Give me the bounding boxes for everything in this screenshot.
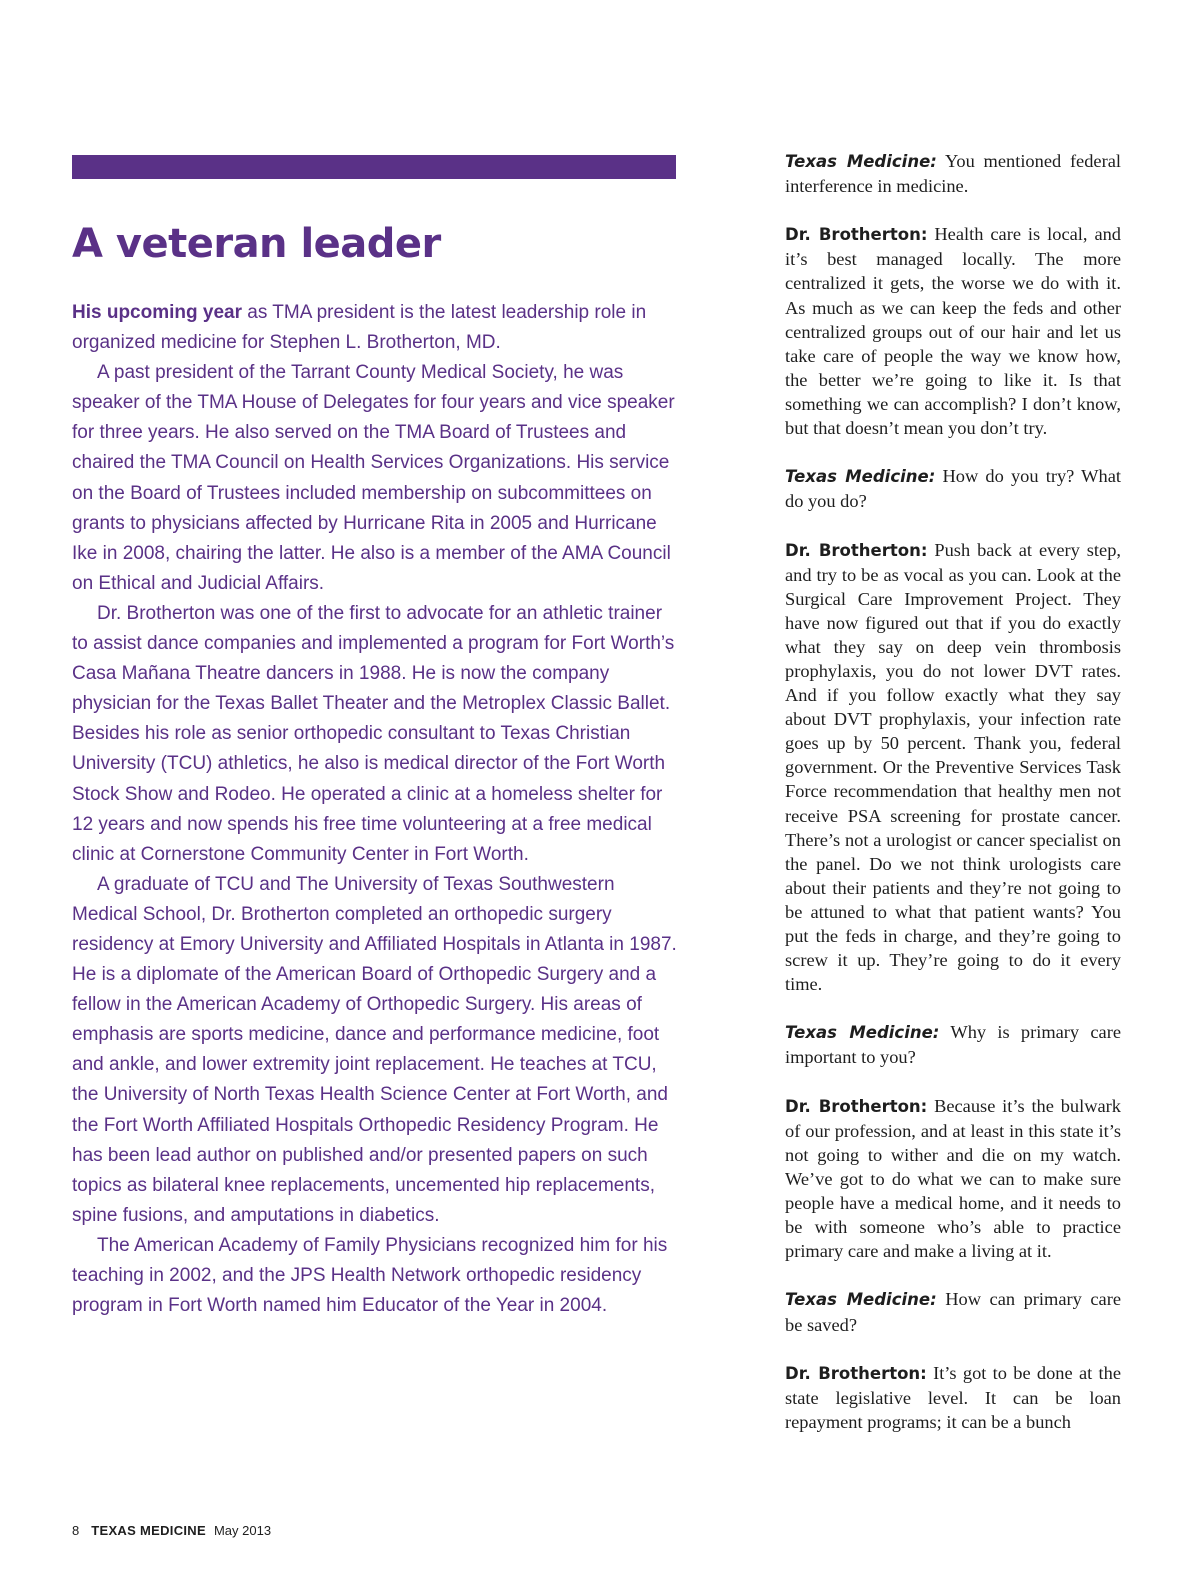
interview-answer xyxy=(785,222,1121,440)
speaker-label: Dr. Brotherton: xyxy=(785,540,928,560)
sidebar-paragraph-5: The American Academy of Family Physicians recognized him for his teaching in 2002, and the JPS Health Network orthopedic residency program in Fort Worth named him Educator of the Year in 2004. xyxy=(72,1234,668,1317)
sidebar-paragraph-3: Dr. Brotherton was one of the first to advocate for an athletic trainer to assist dance companies and implemented a program for Fort Worth’s Casa Mañana Theatre dancers in 1988. He is now the company physician for the Texas Ballet Theater and the Metroplex Classic Ballet. Besides his role as senior orthopedic consultant to Texas Christian University (TCU) athletics, he also is medical director of the Fort Worth Stock Show and Rodeo. He operated a clinic at a homeless shelter for 12 years and now spends his free time volunteering at a free medical clinic at Cornerstone Community Center in Fort Worth. xyxy=(72,602,675,865)
speaker-label: Texas Medicine: xyxy=(785,467,936,487)
interview-question xyxy=(785,1020,1121,1069)
interview-text: How can primary care be saved? xyxy=(785,1289,1121,1335)
interview-answer xyxy=(785,1094,1121,1264)
interview-text: Health care is local, and it’s best managed locally. The more centralized it gets, the worse we do with it. As much as we can keep the feds and other centralized groups out of our hair and let us take care of people the way we know how, the better we’re going to like it. Is that something we can accomplish? I don’t know, but that doesn’t mean you don’t try. xyxy=(785,224,1121,439)
speaker-label: Texas Medicine: xyxy=(785,1290,937,1310)
magazine-name: TEXAS MEDICINE xyxy=(91,1523,206,1538)
interview-answer xyxy=(785,538,1121,997)
sidebar-paragraph-4: A graduate of TCU and The University of Texas Southwestern Medical School, Dr. Brotherton completed an orthopedic surgery residency at Emory University and Affiliated Hospitals in Atlanta in 1987. He is a diplomate of the American Board of Orthopedic Surgery and a fellow in the American Academy of Orthopedic Surgery. His areas of emphasis are sports medicine, dance and performance medicine, foot and ankle, and lower extremity joint replacement. He teaches at TCU, the University of North Texas Health Science Center at Fort Worth, and the Fort Worth Affiliated Hospitals Orthopedic Residency Program. He has been lead author on published and/or presented papers on such topics as bilateral knee replacements, uncemented hip replacements, spine fusions, and amputations in diabetics. xyxy=(72,873,677,1226)
sidebar-headline: A veteran leader xyxy=(72,221,441,267)
issue-date: May 2013 xyxy=(213,1523,272,1538)
sidebar-paragraph-2: A past president of the Tarrant County Medical Society, he was speaker of the TMA House of Delegates for four years and vice speaker for three years. He also served on the TMA Board of Trustees and chaired the TMA Council on Health Services Organizations. His service on the Board of Trustees included membership on subcommittees on grants to physicians affected by Hurricane Rita in 2005 and Hurricane Ike in 2008, chairing the latter. He also is a member of the AMA Council on Ethical and Judicial Affairs. xyxy=(72,362,675,594)
speaker-label: Texas Medicine: xyxy=(785,1023,940,1043)
speaker-label: Dr. Brotherton: xyxy=(785,1096,928,1116)
interview-text: Push back at every step, and try to be as vocal as you can. Look at the Surgical Care Improvement Project. They have now figured out that if you do exactly what they say on deep vein thrombosis prophylaxis, you do not lower DVT rates. And if you follow exactly what they say about DVT prophylaxis, your infection rate goes up by 50 percent. Thank you, federal government. Or the Preventive Services Task Force recommendation that healthy men not receive PSA screening for prostate cancer. There’s not a urologist or cancer specialist on the panel. Do we not think urologists care about their patients and they’re not going to be attuned to what that patient wants? You put the feds in charge, and they’re going to screw it up. They’re going to do it every time. xyxy=(785,539,1121,995)
interview-text: Because it’s the bulwark of our profession, and at least in this state it’s not going to wither and die on my watch. We’ve got to do what we can to make sure people have a medical home, and it needs to be with someone who’s able to practice primary care and make a living at it. xyxy=(785,1095,1121,1262)
interview-text: You mentioned federal interference in medicine. xyxy=(785,151,1121,197)
interview-column xyxy=(785,149,1121,1458)
interview-text: How do you try? What do you do? xyxy=(785,466,1121,512)
interview-question xyxy=(785,1287,1121,1336)
sidebar-paragraph-1-text: as TMA president is the latest leadership role in organized medicine for Stephen L. Brotherton, MD. xyxy=(72,302,647,354)
sidebar-accent-bar xyxy=(72,155,676,179)
interview-text: It’s got to be done at the state legislative level. It can be loan repayment programs; it can be a bunch xyxy=(785,1362,1121,1432)
interview-text: Why is primary care important to you? xyxy=(785,1022,1121,1068)
speaker-label: Dr. Brotherton: xyxy=(785,225,928,245)
page-footer xyxy=(72,1522,271,1540)
sidebar-lead-in: His upcoming year xyxy=(72,302,242,323)
sidebar-body xyxy=(72,298,680,1321)
sidebar-paragraph-1 xyxy=(72,298,680,358)
interview-question xyxy=(785,464,1121,513)
speaker-label: Dr. Brotherton: xyxy=(785,1363,927,1383)
page-number: 8 xyxy=(72,1523,80,1538)
interview-question xyxy=(785,149,1121,198)
speaker-label: Texas Medicine: xyxy=(785,152,937,171)
interview-answer xyxy=(785,1361,1121,1434)
